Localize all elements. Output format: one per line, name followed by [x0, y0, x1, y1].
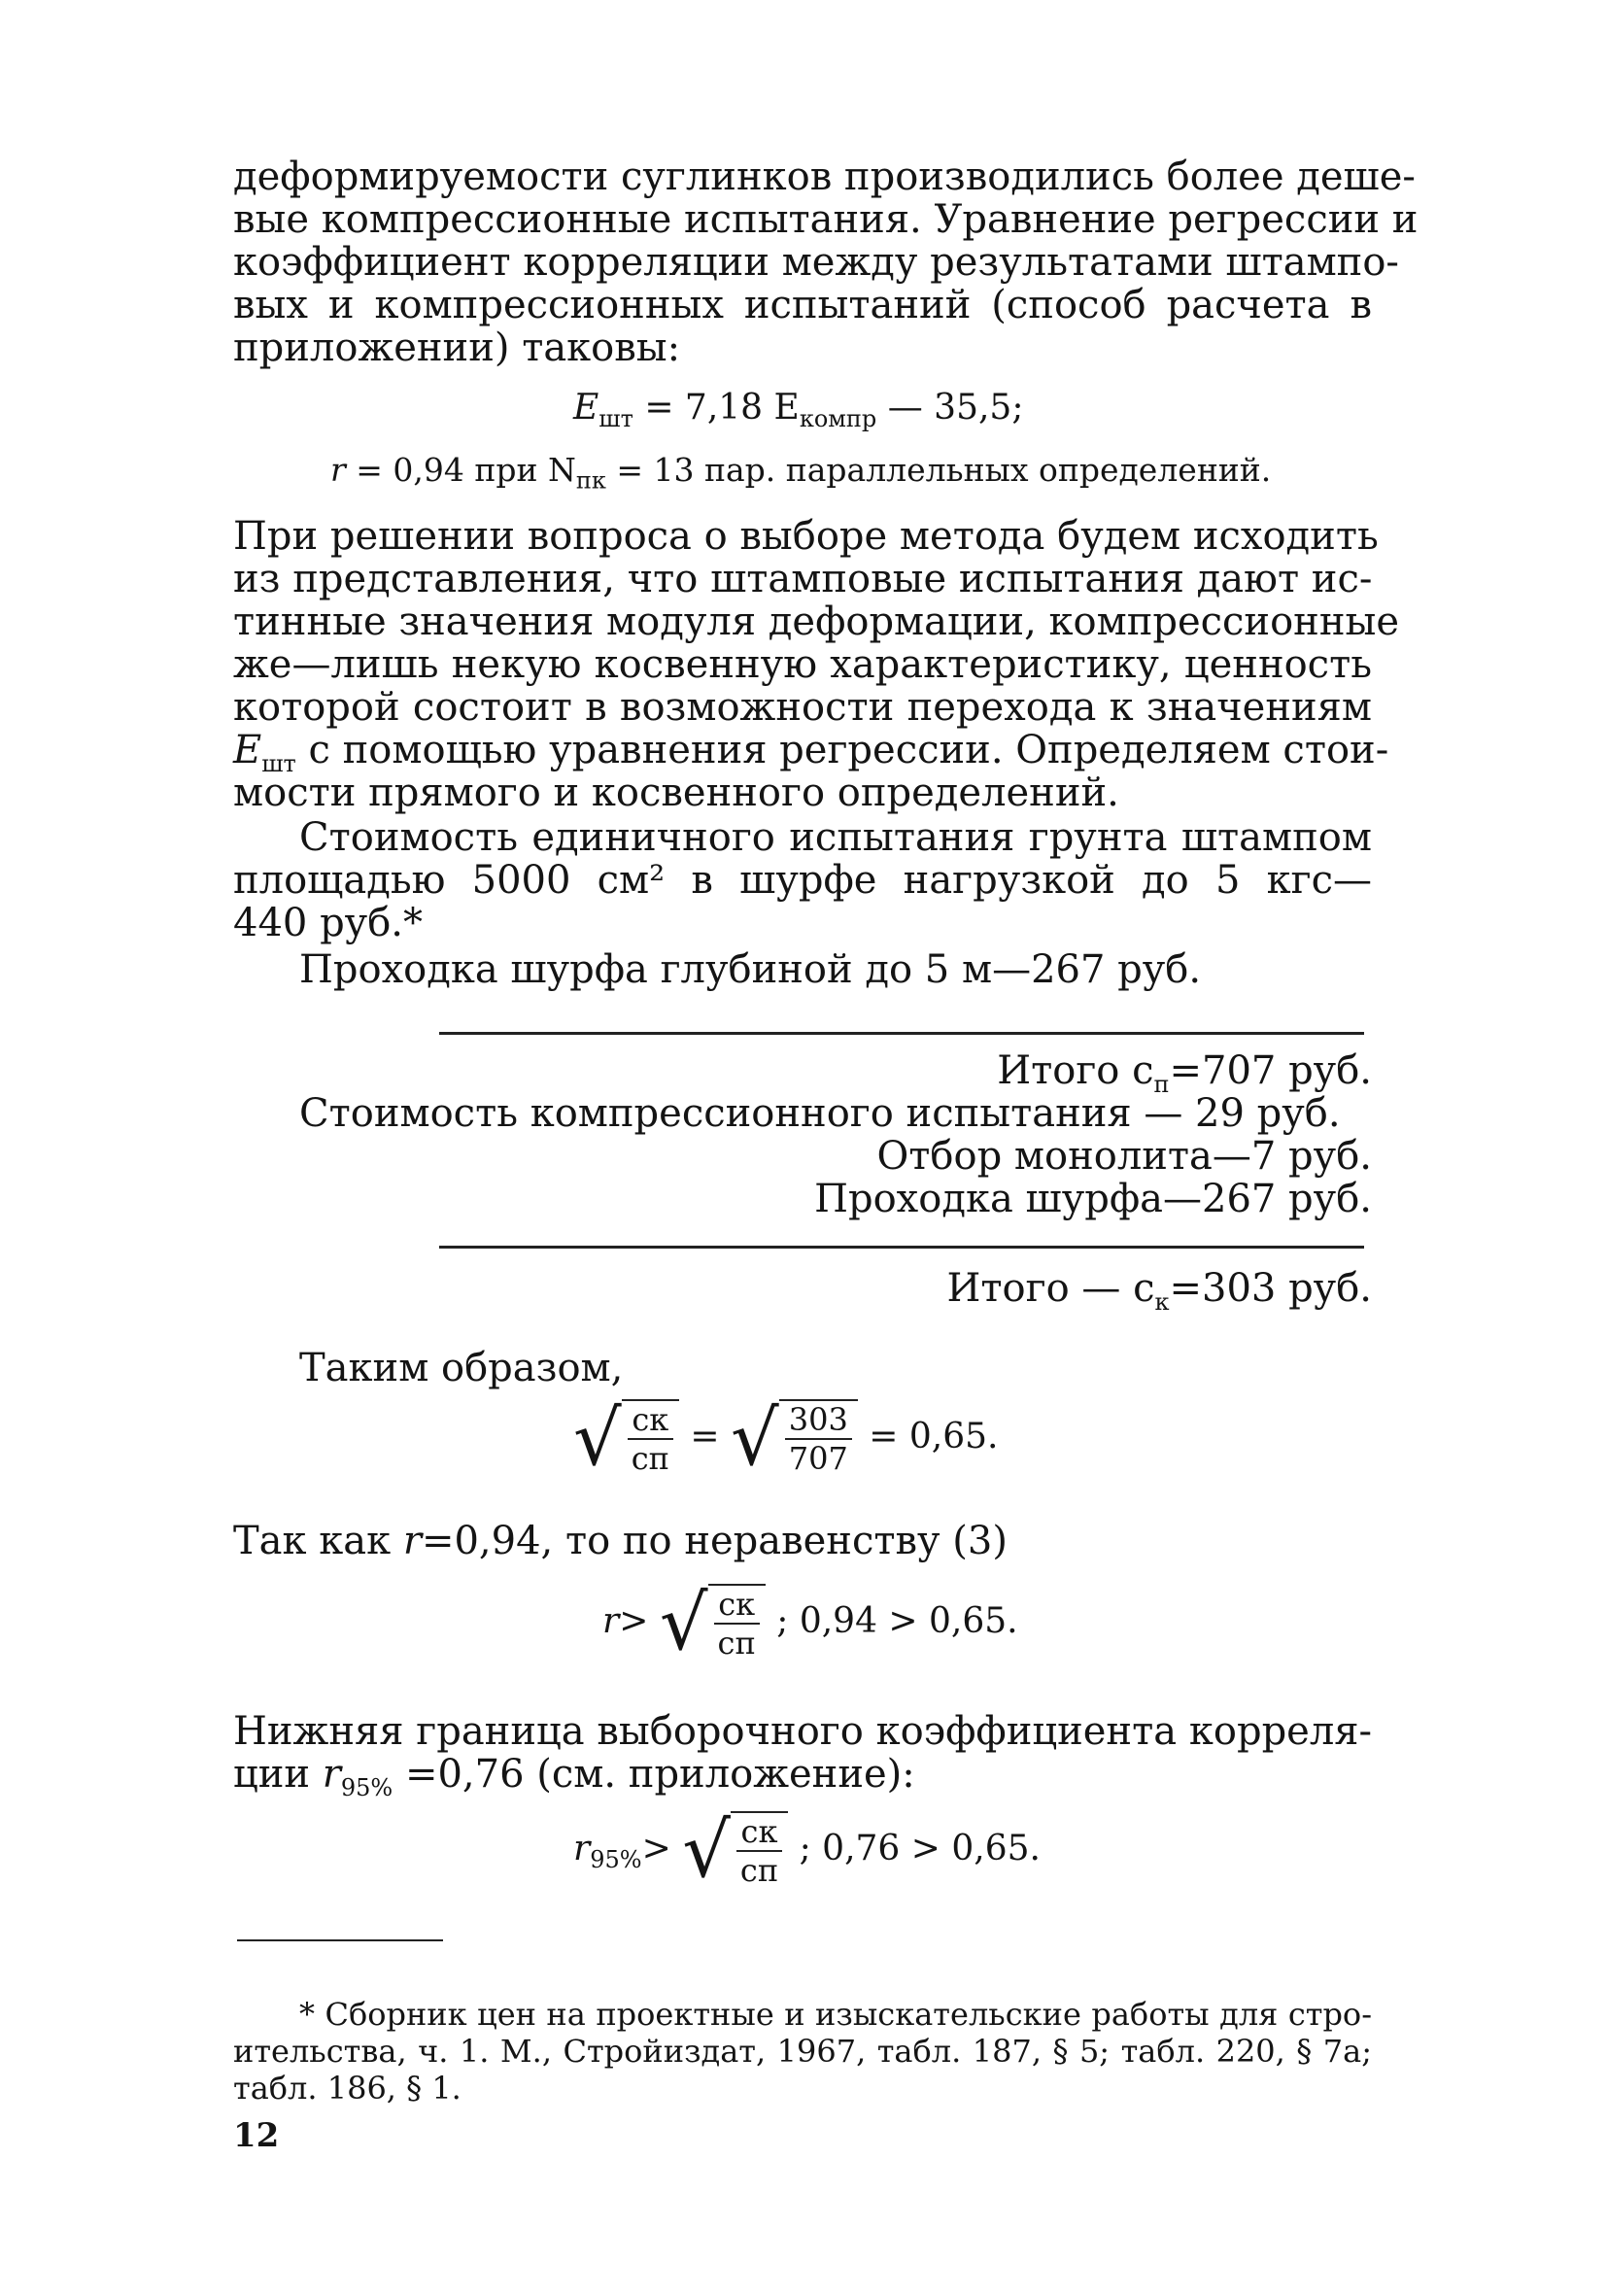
- text-line: Так как r=0,94, то по неравенству (3): [233, 1519, 1008, 1563]
- text-line: коэффициент корреляции между результатами штампо-: [233, 240, 1399, 285]
- text-line: Проходка шурфа глубиной до 5 м—267 руб.: [299, 947, 1202, 992]
- footnote-line: * Сборник цен на проектные и изыскательские работы для стро-: [299, 1996, 1372, 2033]
- divider: [439, 1032, 1364, 1035]
- text-line: вые компрессионные испытания. Уравнение регрессии и: [233, 197, 1419, 242]
- regression-equation: $E_{шт} = 7,18$ $E_{компр}$ — 35,5;: [573, 388, 1024, 433]
- total-indirect: Итого — $c_к=303$ руб.: [946, 1266, 1372, 1316]
- footnote-line: ительства, ч. 1. М., Стройиздат, 1967, табл. 187, § 5; табл. 220, § 7а;: [233, 2033, 1372, 2070]
- text-line: из представления, что штамповые испытания дают ис-: [233, 557, 1373, 601]
- text-line: мости прямого и косвенного определений.: [233, 771, 1119, 815]
- text-line: которой состоит в возможности перехода к значениям: [233, 685, 1372, 730]
- footnote-divider: [237, 1939, 443, 1941]
- inequality-95: $r_{95\%}>$ √ $\frac{cк}{cп}$ ; 0,76 > 0,65.: [573, 1807, 1041, 1895]
- divider: [439, 1246, 1364, 1249]
- inequality-3: r> √ $\frac{cк}{cп}$ ; 0,94 > 0,65.: [602, 1580, 1018, 1667]
- footnote-line: табл. 186, § 1.: [233, 2070, 462, 2107]
- text-line: Проходка шурфа—267 руб.: [814, 1177, 1372, 1221]
- text-line: При решении вопроса о выборе метода будем исходить: [233, 514, 1379, 559]
- text-line: приложении) таковы:: [233, 326, 681, 370]
- text-line: же—лишь некую косвенную характеристику, ценность: [233, 642, 1372, 687]
- text-line: вых и компрессионных испытаний (способ расчета в: [233, 283, 1372, 327]
- text-line: $E_{шт}$ с помощью уравнения регрессии. Определяем стои-: [233, 728, 1389, 777]
- text-line: тинные значения модуля деформации, компрессионные: [233, 600, 1399, 644]
- text-line: деформируемости суглинков производились более деше-: [233, 154, 1416, 199]
- text-line: Нижняя граница выборочного коэффициента корреля-: [233, 1709, 1372, 1754]
- text-line: 440 руб.*: [233, 901, 423, 945]
- total-direct: Итого $c_п=707$ руб.: [997, 1048, 1372, 1098]
- text-line: Стоимость компрессионного испытания — 29 руб.: [299, 1091, 1341, 1136]
- text-line: Отбор монолита—7 руб.: [876, 1134, 1372, 1179]
- page-number: 12: [233, 2116, 280, 2155]
- sqrt-ratio-equation: √ $\frac{cк}{cп}$ = √ $\frac{303}{707}$ = 0,65.: [573, 1395, 999, 1483]
- correlation-equation: r = 0,94 при $N_{пк} = 13$ пар. параллельных определений.: [330, 451, 1272, 495]
- text-line: ции $r_{95\%} =0,76$ (см. приложение):: [233, 1752, 915, 1801]
- text-line: Стоимость единичного испытания грунта штампом: [299, 815, 1372, 860]
- text-line: Таким образом,: [299, 1346, 624, 1390]
- text-line: площадью 5000 см² в шурфе нагрузкой до 5 кгс—: [233, 858, 1372, 903]
